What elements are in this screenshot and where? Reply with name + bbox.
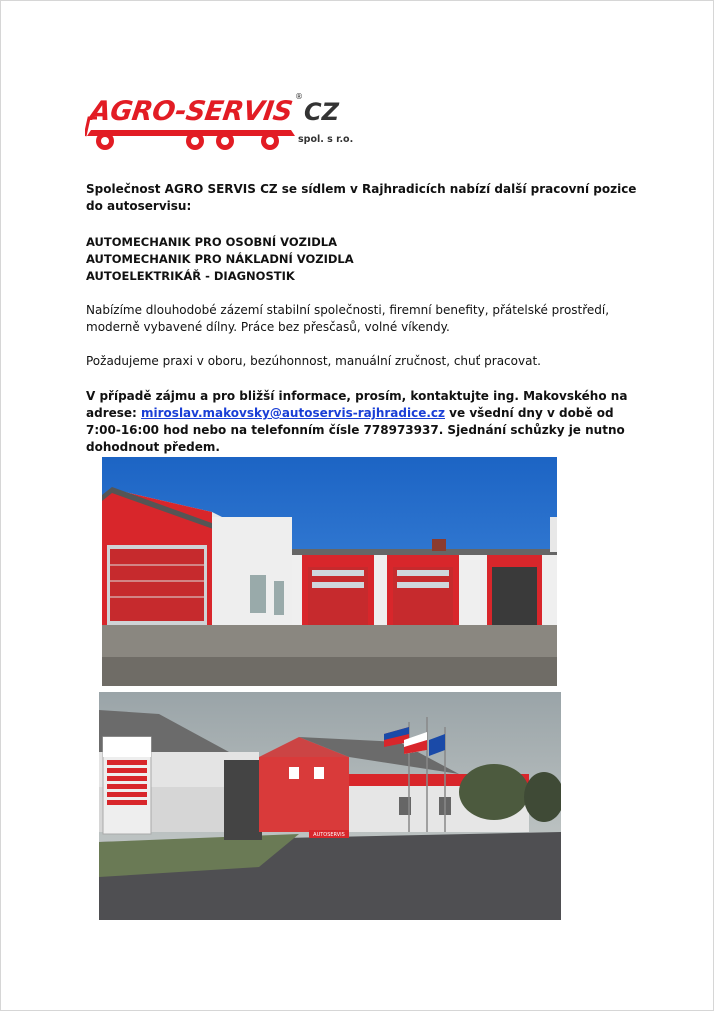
- benefits-paragraph: Nabízíme dlouhodobé zázemí stabilní společnosti, firemní benefity, přátelské prostředí, moderně vybavené dílny. Práce bez přesčasů, volné víkendy.: [86, 303, 610, 334]
- requirements-paragraph: Požadujeme praxi v oboru, bezúhonnost, manuální zručnost, chuť pracovat.: [86, 354, 541, 368]
- logo-registered-mark: ®: [295, 92, 303, 101]
- logo-country-text: CZ: [304, 98, 340, 126]
- logo-legal-form: spol. s r.o.: [298, 134, 354, 145]
- logo-brand-text: AGRO-SERVIS: [87, 96, 295, 127]
- service-building-photo: [99, 692, 561, 920]
- position-item: AUTOELEKTRIKÁŘ - DIAGNOSTIK: [86, 269, 295, 283]
- intro-paragraph: Společnost AGRO SERVIS CZ se sídlem v Rajhradicích nabízí další pracovní pozice do autoservisu:: [86, 182, 637, 213]
- contact-email-link[interactable]: miroslav.makovsky@autoservis-rajhradice.cz: [141, 406, 445, 420]
- agro-servis-logo: [85, 92, 365, 156]
- contact-lead: V případě zájmu a pro bližší informace, prosím, kontaktujte ing. Makovského na adrese:: [86, 389, 628, 420]
- position-item: AUTOMECHANIK PRO NÁKLADNÍ VOZIDLA: [86, 252, 354, 266]
- autoservis-sign-text: AUTOSERVIS: [313, 832, 345, 838]
- position-item: AUTOMECHANIK PRO OSOBNÍ VOZIDLA: [86, 235, 338, 249]
- contact-hours: ve všední dny v době od 7:00-16:00 hod nebo na telefonním čísle 778973937. Sjednání schůzky je nutno dohodnout předem.: [86, 406, 625, 454]
- workshop-photo: [102, 457, 557, 686]
- positions-list: [86, 234, 646, 285]
- contact-paragraph: [86, 388, 646, 456]
